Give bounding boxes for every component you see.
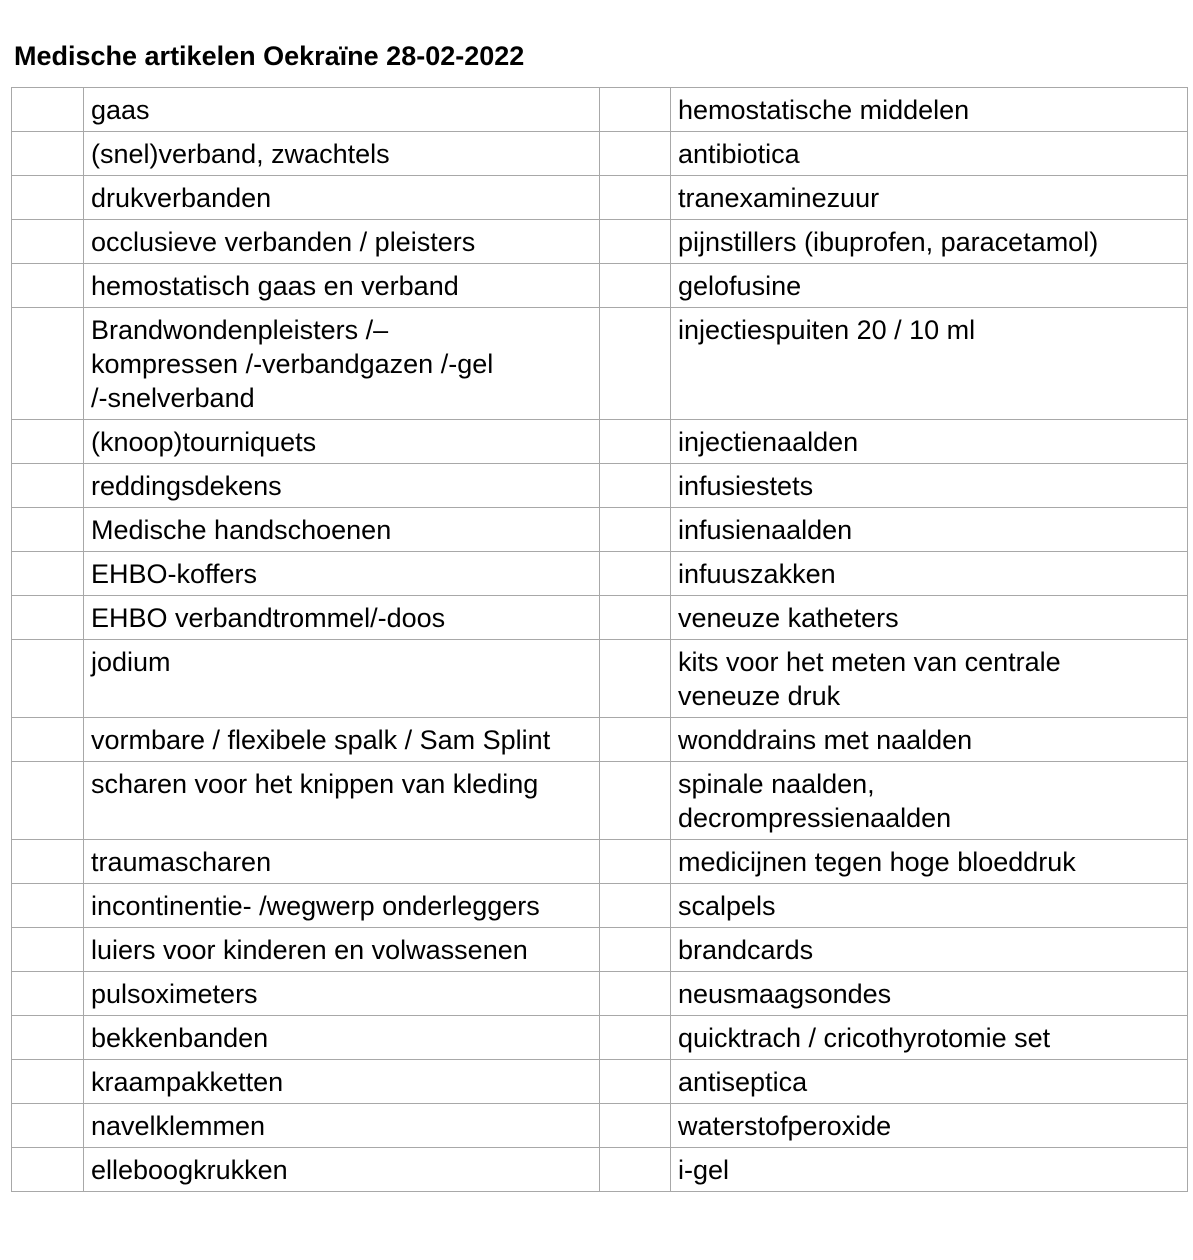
empty-checkbox-cell-right <box>600 718 671 762</box>
item-cell-left: navelklemmen <box>84 1104 600 1148</box>
empty-checkbox-cell-left <box>12 884 84 928</box>
empty-checkbox-cell-right <box>600 220 671 264</box>
item-cell-left: EHBO verbandtrommel/-doos <box>84 596 600 640</box>
empty-checkbox-cell-left <box>12 220 84 264</box>
medical-items-table-body <box>12 88 1188 1192</box>
table-row <box>12 762 1188 840</box>
empty-checkbox-cell-right <box>600 420 671 464</box>
empty-checkbox-cell-left <box>12 308 84 420</box>
item-cell-right: wonddrains met naalden <box>671 718 1188 762</box>
empty-checkbox-cell-left <box>12 264 84 308</box>
empty-checkbox-cell-left <box>12 718 84 762</box>
table-row <box>12 884 1188 928</box>
empty-checkbox-cell-left <box>12 1104 84 1148</box>
empty-checkbox-cell-right <box>600 264 671 308</box>
empty-checkbox-cell-right <box>600 1104 671 1148</box>
item-cell-right: infusienaalden <box>671 508 1188 552</box>
item-cell-right: waterstofperoxide <box>671 1104 1188 1148</box>
table-row <box>12 596 1188 640</box>
medical-items-table <box>11 87 1188 1192</box>
item-cell-right: gelofusine <box>671 264 1188 308</box>
empty-checkbox-cell-right <box>600 132 671 176</box>
empty-checkbox-cell-right <box>600 1060 671 1104</box>
item-cell-left: traumascharen <box>84 840 600 884</box>
item-cell-left: elleboogkrukken <box>84 1148 600 1192</box>
item-cell-right: veneuze katheters <box>671 596 1188 640</box>
table-row <box>12 928 1188 972</box>
table-row <box>12 420 1188 464</box>
table-row <box>12 308 1188 420</box>
item-cell-left: occlusieve verbanden / pleisters <box>84 220 600 264</box>
empty-checkbox-cell-left <box>12 1148 84 1192</box>
empty-checkbox-cell-left <box>12 928 84 972</box>
empty-checkbox-cell-left <box>12 552 84 596</box>
empty-checkbox-cell-right <box>600 762 671 840</box>
item-cell-right: spinale naalden, decrompressienaalden <box>671 762 1188 840</box>
empty-checkbox-cell-left <box>12 640 84 718</box>
item-cell-right: quicktrach / cricothyrotomie set <box>671 1016 1188 1060</box>
item-cell-right: i-gel <box>671 1148 1188 1192</box>
empty-checkbox-cell-left <box>12 1016 84 1060</box>
item-cell-left: (knoop)tourniquets <box>84 420 600 464</box>
empty-checkbox-cell-right <box>600 640 671 718</box>
item-cell-left: Medische handschoenen <box>84 508 600 552</box>
item-cell-left: Brandwondenpleisters /– kompressen /-verbandgazen /-gel /-snelverband <box>84 308 600 420</box>
empty-checkbox-cell-right <box>600 1016 671 1060</box>
table-row <box>12 464 1188 508</box>
empty-checkbox-cell-left <box>12 972 84 1016</box>
item-cell-left: jodium <box>84 640 600 718</box>
item-cell-right: pijnstillers (ibuprofen, paracetamol) <box>671 220 1188 264</box>
empty-checkbox-cell-right <box>600 552 671 596</box>
item-cell-right: kits voor het meten van centrale veneuze druk <box>671 640 1188 718</box>
table-row <box>12 972 1188 1016</box>
empty-checkbox-cell-left <box>12 596 84 640</box>
item-cell-left: scharen voor het knippen van kleding <box>84 762 600 840</box>
item-cell-right: brandcards <box>671 928 1188 972</box>
item-cell-left: reddingsdekens <box>84 464 600 508</box>
table-row <box>12 264 1188 308</box>
table-row <box>12 508 1188 552</box>
empty-checkbox-cell-right <box>600 308 671 420</box>
item-cell-left: gaas <box>84 88 600 132</box>
item-cell-right: antiseptica <box>671 1060 1188 1104</box>
empty-checkbox-cell-right <box>600 508 671 552</box>
table-row <box>12 220 1188 264</box>
empty-checkbox-cell-right <box>600 176 671 220</box>
document-title: Medische artikelen Oekraïne 28-02-2022 <box>14 41 525 71</box>
item-cell-left: (snel)verband, zwachtels <box>84 132 600 176</box>
table-row <box>12 640 1188 718</box>
empty-checkbox-cell-left <box>12 420 84 464</box>
table-row <box>12 840 1188 884</box>
item-cell-left: vormbare / flexibele spalk / Sam Splint <box>84 718 600 762</box>
item-cell-right: injectiespuiten 20 / 10 ml <box>671 308 1188 420</box>
table-row <box>12 176 1188 220</box>
item-cell-right: neusmaagsondes <box>671 972 1188 1016</box>
empty-checkbox-cell-right <box>600 596 671 640</box>
empty-checkbox-cell-right <box>600 884 671 928</box>
item-cell-left: luiers voor kinderen en volwassenen <box>84 928 600 972</box>
empty-checkbox-cell-left <box>12 132 84 176</box>
item-cell-right: antibiotica <box>671 132 1188 176</box>
empty-checkbox-cell-right <box>600 1148 671 1192</box>
item-cell-right: tranexaminezuur <box>671 176 1188 220</box>
item-cell-right: infusiestets <box>671 464 1188 508</box>
empty-checkbox-cell-left <box>12 1060 84 1104</box>
empty-checkbox-cell-left <box>12 762 84 840</box>
table-row <box>12 88 1188 132</box>
empty-checkbox-cell-left <box>12 176 84 220</box>
table-row <box>12 1104 1188 1148</box>
table-row <box>12 132 1188 176</box>
item-cell-left: incontinentie- /wegwerp onderleggers <box>84 884 600 928</box>
item-cell-left: drukverbanden <box>84 176 600 220</box>
item-cell-left: kraampakketten <box>84 1060 600 1104</box>
table-row <box>12 718 1188 762</box>
empty-checkbox-cell-right <box>600 972 671 1016</box>
item-cell-right: hemostatische middelen <box>671 88 1188 132</box>
empty-checkbox-cell-left <box>12 840 84 884</box>
table-row <box>12 552 1188 596</box>
table-row <box>12 1148 1188 1192</box>
empty-checkbox-cell-left <box>12 464 84 508</box>
item-cell-right: medicijnen tegen hoge bloeddruk <box>671 840 1188 884</box>
table-row <box>12 1016 1188 1060</box>
empty-checkbox-cell-right <box>600 464 671 508</box>
item-cell-left: pulsoximeters <box>84 972 600 1016</box>
empty-checkbox-cell-left <box>12 508 84 552</box>
item-cell-right: injectienaalden <box>671 420 1188 464</box>
empty-checkbox-cell-right <box>600 928 671 972</box>
table-row <box>12 1060 1188 1104</box>
item-cell-right: scalpels <box>671 884 1188 928</box>
item-cell-right: infuuszakken <box>671 552 1188 596</box>
item-cell-left: bekkenbanden <box>84 1016 600 1060</box>
item-cell-left: EHBO-koffers <box>84 552 600 596</box>
empty-checkbox-cell-right <box>600 88 671 132</box>
empty-checkbox-cell-left <box>12 88 84 132</box>
item-cell-left: hemostatisch gaas en verband <box>84 264 600 308</box>
empty-checkbox-cell-right <box>600 840 671 884</box>
